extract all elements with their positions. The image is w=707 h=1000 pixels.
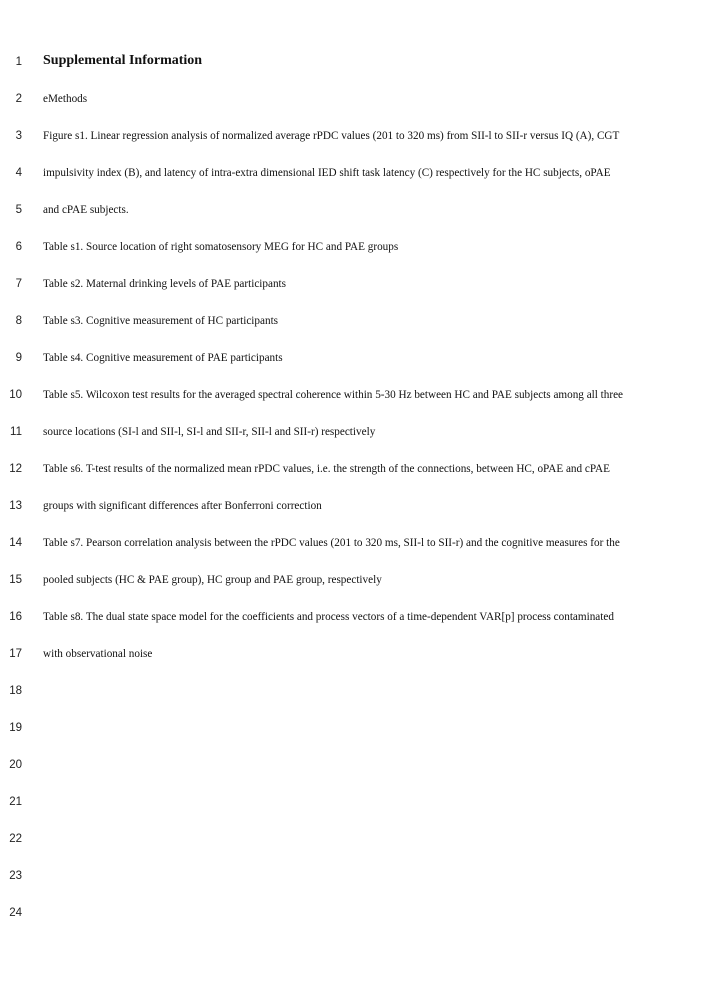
line-text: Table s6. T-test results of the normalized mean rPDC values, i.e. the strength of the connections, between HC, oPAE and cPAE — [43, 463, 610, 475]
line-number: 11 — [10, 426, 22, 438]
line-number: 8 — [15, 315, 22, 327]
line-6 — [0, 240, 707, 277]
line-20 — [0, 758, 707, 795]
line-2 — [0, 92, 707, 129]
line-number: 15 — [9, 574, 22, 586]
line-number: 24 — [9, 907, 22, 919]
line-text: eMethods — [43, 93, 88, 105]
line-9 — [0, 351, 707, 388]
line-15 — [0, 573, 707, 610]
line-19 — [0, 721, 707, 758]
line-1 — [0, 55, 707, 92]
line-12 — [0, 462, 707, 499]
line-10 — [0, 388, 707, 425]
line-5 — [0, 203, 707, 240]
line-number: 7 — [15, 278, 22, 290]
line-11 — [0, 425, 707, 462]
line-13 — [0, 499, 707, 536]
line-22 — [0, 832, 707, 869]
line-number: 16 — [9, 611, 22, 623]
line-text: with observational noise — [43, 648, 153, 660]
line-21 — [0, 795, 707, 832]
line-3 — [0, 129, 707, 166]
line-7 — [0, 277, 707, 314]
line-number: 21 — [9, 796, 22, 808]
line-14 — [0, 536, 707, 573]
line-number: 2 — [15, 93, 22, 105]
line-number: 20 — [9, 759, 22, 771]
line-number: 12 — [9, 463, 22, 475]
line-text: impulsivity index (B), and latency of intra-extra dimensional IED shift task latency (C) respectively for the HC subjects, oPAE — [43, 167, 611, 179]
line-number: 13 — [9, 500, 22, 512]
line-number: 14 — [9, 537, 22, 549]
line-number: 3 — [15, 130, 22, 142]
line-16 — [0, 610, 707, 647]
line-number: 4 — [15, 167, 22, 179]
line-text: Table s1. Source location of right somatosensory MEG for HC and PAE groups — [43, 241, 399, 253]
line-24 — [0, 906, 707, 943]
line-number: 22 — [9, 833, 22, 845]
line-text: Figure s1. Linear regression analysis of normalized average rPDC values (201 to 320 ms) from SII-l to SII-r versus IQ (A), CGT — [43, 130, 620, 142]
line-number: 1 — [15, 56, 22, 68]
line-text: pooled subjects (HC & PAE group), HC group and PAE group, respectively — [43, 574, 382, 586]
line-18 — [0, 684, 707, 721]
line-number: 19 — [9, 722, 22, 734]
line-number: 23 — [9, 870, 22, 882]
line-23 — [0, 869, 707, 906]
section-title: Supplemental Information — [43, 53, 203, 68]
line-text: source locations (SI-l and SII-l, SI-l and SII-r, SII-l and SII-r) respectively — [43, 426, 376, 438]
line-number: 10 — [9, 389, 22, 401]
line-text: groups with significant differences after Bonferroni correction — [43, 500, 322, 512]
line-text: Table s2. Maternal drinking levels of PAE participants — [43, 278, 287, 290]
line-text: Table s8. The dual state space model for the coefficients and process vectors of a time-dependent VAR[p] process contaminated — [43, 611, 614, 623]
line-number: 6 — [15, 241, 22, 253]
line-number: 9 — [15, 352, 22, 364]
line-text: Table s4. Cognitive measurement of PAE participants — [43, 352, 283, 364]
line-number: 17 — [9, 648, 22, 660]
line-4 — [0, 166, 707, 203]
line-17 — [0, 647, 707, 684]
line-text: and cPAE subjects. — [43, 204, 129, 216]
line-8 — [0, 314, 707, 351]
line-number: 18 — [9, 685, 22, 697]
line-text: Table s7. Pearson correlation analysis between the rPDC values (201 to 320 ms, SII-l to SII-r) and the cognitive measures for the — [43, 537, 620, 549]
line-text: Table s3. Cognitive measurement of HC participants — [43, 315, 279, 327]
line-text: Table s5. Wilcoxon test results for the averaged spectral coherence within 5-30 Hz between HC and PAE subjects among all three — [43, 389, 624, 401]
line-number: 5 — [15, 204, 22, 216]
